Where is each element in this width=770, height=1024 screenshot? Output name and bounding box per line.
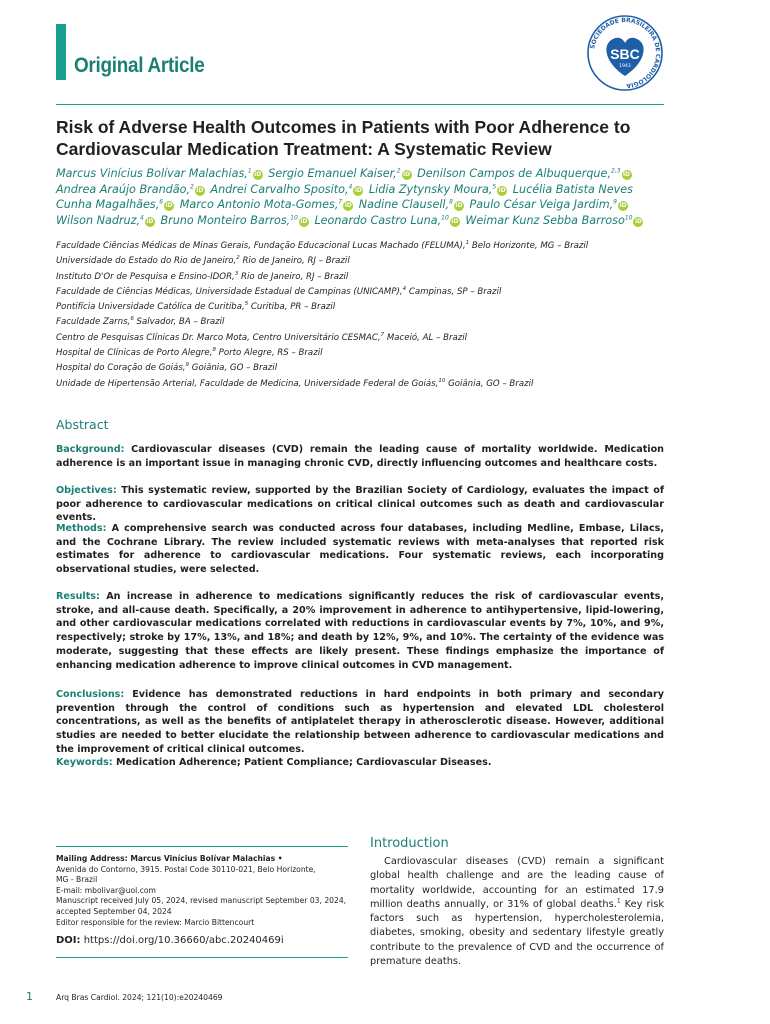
author-name[interactable]: Andrea Araújo Brandão,: [56, 182, 191, 196]
affiliation-item: [56, 361, 668, 376]
affiliation-number: 3: [234, 270, 239, 277]
author-affiliation-ref: 4: [348, 182, 353, 190]
abstract-conclusions-label: Conclusions:: [56, 689, 125, 700]
section-tag-bar: [56, 24, 66, 80]
author: [56, 183, 207, 196]
orcid-icon[interactable]: iD: [403, 171, 411, 178]
affiliation-number: 2: [236, 255, 240, 262]
doi-rule: [56, 957, 348, 958]
affiliation-item: [56, 346, 668, 361]
affiliation-number: 6: [130, 316, 134, 323]
affiliation-location: Salvador, BA – Brazil: [133, 317, 225, 328]
author-name[interactable]: Wilson Nadruz,: [56, 213, 141, 227]
orcid-icon[interactable]: iD: [254, 171, 262, 178]
affiliation-item: [56, 331, 668, 346]
title-top-rule: [56, 104, 664, 105]
author: [56, 214, 157, 227]
author-name[interactable]: Bruno Monteiro Barros,: [160, 213, 291, 227]
mailing-address-line1: Avenida do Contorno, 3915. Postal Code 30110-021, Belo Horizonte,: [56, 864, 316, 874]
orcid-icon[interactable]: iD: [622, 171, 631, 178]
orcid-icon[interactable]: iD: [455, 202, 463, 210]
affiliation-location: Curitiba, PR – Brazil: [248, 302, 336, 313]
affiliation-number: 7: [380, 331, 385, 338]
introduction-text-b: Key risk factors such as hypertension, hypercholesterolemia, diabetes, smoking, obesity and sedentary lifestyle greatly contribute to the prevalence of CVD and the occurrence of premature deaths.: [370, 898, 664, 968]
affiliation-item: [56, 315, 668, 330]
author-name[interactable]: Denilson Campos de Albuquerque,: [417, 167, 611, 180]
mailing-email[interactable]: E-mail: mbolivar@uol.com: [56, 885, 156, 895]
author-name[interactable]: Lidia Zytynsky Moura,: [368, 182, 493, 196]
orcid-icon[interactable]: iD: [634, 217, 642, 225]
mailing-address-line2: MG - Brazil: [56, 875, 98, 885]
abstract-keywords-text: Medication Adherence; Patient Compliance; Cardiovascular Diseases.: [112, 757, 492, 768]
affiliation-list: [56, 239, 668, 392]
affiliation-item: [56, 270, 668, 285]
affiliation-name: Faculdade Zarns,: [56, 317, 131, 328]
author: [210, 183, 365, 196]
affiliation-number: 9: [185, 362, 190, 369]
abstract-background: [56, 443, 664, 470]
author-name[interactable]: Paulo César Veiga Jardim,: [469, 198, 614, 212]
author-name[interactable]: Leonardo Castro Luna,: [314, 213, 442, 227]
orcid-icon[interactable]: iD: [354, 186, 362, 194]
correspondence-rule: [56, 846, 348, 847]
abstract-methods-label: Methods:: [56, 523, 107, 534]
affiliation-name: Faculdade Ciências Médicas de Minas Gerais, Fundação Educacional Lucas Machado (FELUMA),: [56, 241, 466, 251]
affiliation-number: 4: [402, 286, 407, 293]
affiliation-name: Faculdade de Ciências Médicas, Universidade Estadual de Campinas (UNICAMP),: [56, 286, 403, 297]
doi-label: DOI:: [56, 935, 81, 946]
section-label: Original Article: [74, 54, 205, 77]
affiliation-item: [56, 239, 668, 254]
affiliation-location: Campinas, SP – Brazil: [406, 286, 502, 297]
affiliation-name: Hospital de Clínicas de Porto Alegre,: [56, 348, 213, 359]
orcid-icon[interactable]: iD: [451, 217, 459, 225]
affiliation-location: Goiânia, GO – Brazil: [445, 378, 534, 389]
author: [417, 167, 633, 180]
affiliation-name: Hospital do Coração de Goiás,: [56, 363, 186, 374]
orcid-icon[interactable]: iD: [146, 217, 154, 225]
affiliation-number: 8: [212, 347, 216, 354]
author-affiliation-ref: 1: [247, 167, 252, 175]
affiliation-location: Goiânia, GO – Brazil: [189, 363, 278, 374]
logo-ring-text: SOCIEDADE BRASILEIRA DE CARDIOLOGIA: [589, 16, 662, 90]
logo-year: 1943: [619, 64, 631, 69]
author-affiliation-ref: 10: [624, 214, 633, 222]
abstract-results: [56, 590, 664, 672]
author-affiliation-ref: 10: [290, 214, 298, 222]
journal-citation: Arq Bras Cardiol. 2024; 121(10):e20240469: [56, 993, 223, 1002]
author-name[interactable]: Marcus Vinícius Bolívar Malachias,: [56, 167, 248, 180]
manuscript-accepted: accepted September 04, 2024: [56, 906, 172, 916]
abstract-background-label: Background:: [56, 444, 125, 455]
author-list: [56, 166, 668, 228]
introduction-ref[interactable]: 1: [616, 897, 621, 905]
abstract-results-text: An increase in adherence to medications significantly reduces the risk of cardiovascular events, stroke, and all-cause death. Specifically, a 20% improvement in adherence to antihypertensive, lipid-lowering, and other cardiovascular medications correlated with reductions in cardiovascular events by 7%, 10%, and 9%, respectively; stroke by 17%, 13%, and 18%; and death by 12%, 9%, and 10%. The certainty of the evidence was moderate, suggesting that these effects are likely present. These findings emphasize the importance of enhancing medication adherence to improve clinical outcomes in CVD management.: [56, 591, 664, 671]
affiliation-name: Instituto D'Or de Pesquisa e Ensino-IDOR,: [56, 271, 235, 282]
affiliation-location: Rio de Janeiro, RJ – Brazil: [239, 256, 350, 267]
author-name[interactable]: Weimar Kunz Sebba Barroso: [465, 213, 625, 227]
author: [180, 198, 356, 211]
introduction-text-a: Cardiovascular diseases (CVD) remain a significant global health challenge and are the leading cause of mortality worldwide, accounting for an estimated 17.9 million deaths annually, or 31% of global deaths.: [370, 856, 664, 910]
author-affiliation-ref: 8: [449, 198, 453, 206]
abstract-objectives-text: This systematic review, supported by the Brazilian Society of Cardiology, evaluates the impact of poor adherence to cardiovascular medications on critical clinical outcomes such as death and cardiovascular events.: [56, 485, 664, 524]
abstract-conclusions: [56, 688, 664, 757]
correspondence-box: [56, 846, 348, 928]
author: [369, 183, 509, 196]
manuscript-received: Manuscript received July 05, 2024, revised manuscript September 03, 2024,: [56, 896, 347, 906]
author-affiliation-ref: 2,3: [610, 167, 621, 175]
author-affiliation-ref: 10: [441, 214, 449, 222]
abstract-methods-text: A comprehensive search was conducted across four databases, including Medline, Embase, Lilacs, and the Cochrane Library. The review included systematic reviews with meta-analyses that reported risk estimates for adherence to cardiovascular medications. Four systematic reviews, each incorporating observational studies, were selected.: [56, 523, 664, 576]
abstract-heading: Abstract: [56, 417, 109, 432]
author: [56, 167, 265, 180]
introduction-text: [370, 855, 664, 969]
affiliation-item: [56, 377, 668, 392]
affiliation-location: Belo Horizonte, MG – Brazil: [469, 241, 589, 251]
author: [314, 214, 461, 227]
author-name[interactable]: Andrei Carvalho Sposito,: [210, 182, 349, 196]
article-title: Risk of Adverse Health Outcomes in Patients with Poor Adherence to Cardiovascular Medication Treatment: A Systematic Review: [56, 117, 631, 159]
affiliation-number: 1: [465, 240, 470, 247]
abstract-objectives: [56, 484, 664, 525]
affiliation-item: [56, 300, 668, 315]
author-affiliation-ref: 9: [613, 198, 617, 206]
editor-responsible: Editor responsible for the review: Marcio Bittencourt: [56, 917, 255, 927]
introduction-heading: Introduction: [370, 836, 449, 851]
affiliation-location: Rio de Janeiro, RJ – Brazil: [238, 271, 349, 282]
logo-text: SBC: [610, 46, 640, 62]
abstract-methods: [56, 522, 664, 577]
affiliation-name: Centro de Pesquisas Clínicas Dr. Marco Mota, Centro Universitário CESMAC,: [56, 332, 381, 343]
sbc-logo: [586, 14, 664, 92]
affiliation-number: 10: [438, 377, 446, 384]
author: [268, 167, 413, 180]
author-affiliation-ref: 7: [338, 198, 343, 206]
author-name[interactable]: Nadine Clausell,: [358, 198, 450, 212]
author-affiliation-ref: 2: [190, 182, 194, 190]
author-name[interactable]: Marco Antonio Mota-Gomes,: [179, 198, 339, 212]
doi-link[interactable]: https://doi.org/10.36660/abc.20240469i: [80, 935, 284, 946]
orcid-icon[interactable]: iD: [498, 186, 506, 194]
affiliation-name: Unidade de Hipertensão Arterial, Faculdade de Medicina, Universidade Federal de Goiás,: [56, 378, 439, 389]
page-number: 1: [26, 990, 33, 1003]
author-name[interactable]: Lucélia Batista Neves Cunha Magalhães,: [56, 182, 633, 212]
abstract-keywords-label: Keywords:: [56, 757, 113, 768]
author: [359, 198, 466, 211]
author-affiliation-ref: 5: [492, 182, 497, 190]
author: [160, 214, 310, 227]
mailing-address-label: Mailing Address: Marcus Vinícius Bolívar Malachias •: [56, 854, 283, 863]
affiliation-item: [56, 285, 668, 300]
doi: [56, 935, 284, 946]
author-affiliation-ref: 4: [140, 214, 144, 222]
author: [470, 198, 630, 211]
orcid-icon[interactable]: iD: [196, 186, 204, 194]
author-affiliation-ref: 6: [159, 198, 164, 206]
orcid-icon[interactable]: iD: [165, 202, 173, 210]
orcid-icon[interactable]: iD: [344, 202, 352, 210]
orcid-icon[interactable]: iD: [300, 217, 308, 225]
author-name[interactable]: Sergio Emanuel Kaiser,: [268, 167, 397, 180]
affiliation-item: [56, 254, 668, 269]
abstract-keywords: [56, 756, 664, 770]
author: [465, 214, 645, 227]
abstract-results-label: Results:: [56, 591, 100, 602]
author-affiliation-ref: 2: [396, 167, 401, 175]
abstract-background-text: Cardiovascular diseases (CVD) remain the leading cause of mortality worldwide. Medication adherence is an important issue in managing chronic CVD, directly influencing outcomes and healthcare costs.: [56, 444, 664, 469]
abstract-conclusions-text: Evidence has demonstrated reductions in hard endpoints in both primary and secondary prevention through the control of conditions such as hypertension and elevated LDL cholesterol concentrations, as well as the benefits of antiplatelet therapy in atherosclerotic disease. However, additional studies are needed to better elucidate the relationship between adherence to cardiovascular medications and the improvement of critical clinical outcomes.: [56, 689, 664, 755]
affiliation-location: Maceió, AL – Brazil: [384, 332, 468, 343]
affiliation-name: Pontifícia Universidade Católica de Curitiba,: [56, 302, 245, 313]
affiliation-number: 5: [244, 301, 249, 308]
affiliation-name: Universidade do Estado do Rio de Janeiro,: [56, 256, 237, 267]
affiliation-location: Porto Alegre, RS – Brazil: [215, 348, 323, 359]
orcid-icon[interactable]: iD: [619, 202, 627, 210]
abstract-objectives-label: Objectives:: [56, 485, 117, 496]
